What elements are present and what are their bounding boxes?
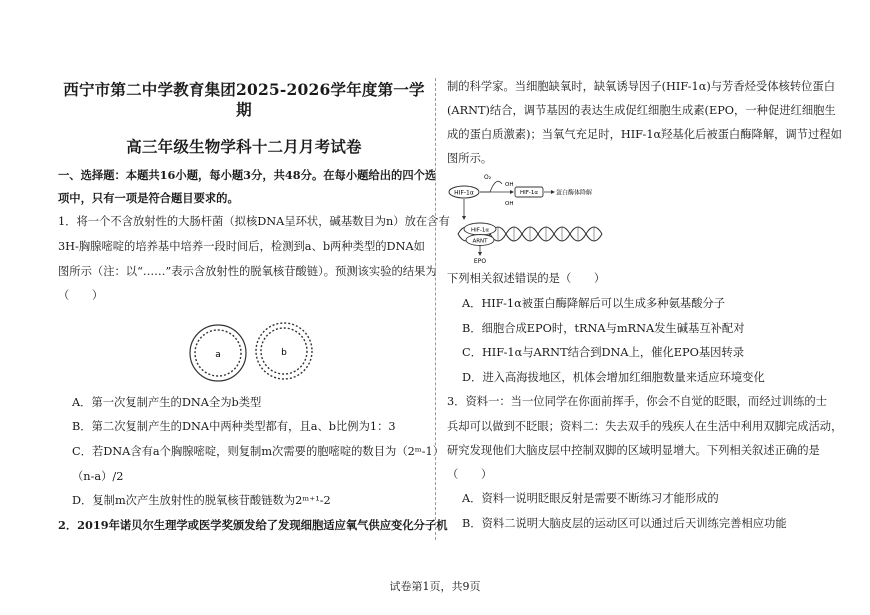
q2-stem-line4: 图所示。 — [447, 152, 493, 165]
hif-top-label: HIF-1α — [454, 189, 474, 197]
dna-type-a — [190, 325, 246, 381]
section1-heading-line2: 项中，只有一项是符合题目要求的。 — [58, 191, 239, 205]
arrowhead-icon — [551, 190, 555, 194]
hif-right-box — [515, 187, 543, 197]
q2-stem-line1-right: 制的科学家。当细胞缺氧时，缺氧诱导因子(HIF-1α)与芳香烃受体核转位蛋白 — [447, 80, 836, 93]
arrowhead-icon — [478, 252, 482, 256]
o2-label: O₂ — [484, 174, 492, 181]
section1-heading-line1: 一、选择题：本题共16小题，每小题3分，共48分。在每小题给出的四个选 — [58, 168, 437, 182]
q2-option-a: A．HIF-1α被蛋白酶降解后可以生成多种氨基酸分子 — [462, 297, 726, 310]
q2-option-b: B．细胞合成EPO时，tRNA与mRNA发生碱基互补配对 — [462, 322, 745, 335]
oh-label-1: OH — [505, 182, 514, 188]
q3-option-a: A．资料一说明眨眼反射是需要不断练习才能形成的 — [462, 492, 719, 505]
page-footer: 试卷第1页，共9页 — [389, 580, 481, 593]
q2-question: 下列相关叙述错误的是（ ） — [447, 272, 606, 285]
hif-top-ellipse — [449, 186, 479, 198]
hif-right-label: HIF-1α — [519, 190, 539, 196]
o2-arrow — [480, 181, 502, 192]
column-divider — [435, 78, 436, 540]
q1-option-c-line1: C．若DNA含有a个胸腺嘧啶，则复制m次需要的胞嘧啶的数目为（2ᵐ-1） — [72, 445, 445, 458]
hif-bottom-label: HIF-1α — [470, 227, 490, 234]
arrowhead-icon — [462, 216, 466, 220]
q2-option-c: C．HIF-1α与ARNT结合到DNA上，催化EPO基因转录 — [462, 346, 745, 359]
q2-stem-line3: 成的蛋白质激素)；当氧气充足时，HIF-1α羟基化后被蛋白酶降解，调节过程如 — [447, 128, 842, 141]
exam-title-line1: 西宁市第二中学教育集团2025-2026学年度第一学期 — [63, 80, 425, 119]
dna-label-a: a — [215, 350, 221, 360]
degrade-label: 蛋白酶体降解 — [556, 189, 593, 197]
q1-option-d: D．复制m次产生放射性的脱氧核苷酸链数为2ᵐ⁺¹-2 — [72, 494, 331, 507]
exam-title-line2: 高三年级生物学科十二月月考试卷 — [126, 137, 362, 156]
q1-option-a: A．第一次复制产生的DNA全为b类型 — [72, 396, 262, 409]
q1-option-b: B．第二次复制产生的DNA中两种类型都有，且a、b比例为1：3 — [72, 420, 396, 433]
q3-stem-line2: 兵却可以做到不眨眼；资料二：失去双手的残疾人在生活中利用双脚完成活动， — [447, 420, 843, 433]
arrowhead-icon — [510, 190, 514, 194]
dna-label-b: b — [281, 348, 287, 358]
q3-stem-line1: 3．资料一：当一位同学在你面前挥手，你会不自觉的眨眼，而经过训练的士 — [447, 395, 827, 408]
q1-stem-line4: （ ） — [58, 289, 104, 302]
q3-stem-line3: 研究发现他们大脑皮层中控制双脚的区域明显增大。下列相关叙述正确的是 — [447, 444, 820, 457]
arnt-label: ARNT — [472, 238, 488, 245]
dna-type-b — [256, 323, 312, 379]
epo-label: EPO — [473, 258, 487, 264]
left-column — [58, 78, 430, 157]
q3-option-b: B．资料二说明大脑皮层的运动区可以通过后天训练完善相应功能 — [462, 517, 787, 530]
q3-stem-line4: （ ） — [447, 468, 493, 481]
q2-option-d: D．进入高海拔地区，机体会增加红细胞数量来适应环境变化 — [462, 371, 765, 384]
hif-arnt-complex — [464, 223, 496, 246]
q2-stem-line2: (ARNT)结合，调节基因的表达生成促红细胞生成素(EPO，一种促进红细胞生 — [447, 104, 836, 117]
q1-option-c-line2: （n-a）/2 — [72, 470, 124, 483]
oh-label-2: OH — [505, 201, 514, 207]
q2-hif-figure — [448, 172, 628, 264]
q1-dna-figure — [188, 318, 318, 390]
q1-stem-line3: 图所示（注：以“……”表示含放射性的脱氧核苷酸链）。预测该实验的结果为 — [58, 265, 437, 278]
q2-stem-line1-left: 2．2019年诺贝尔生理学或医学奖颁发给了发现细胞适应氧气供应变化分子机 — [58, 518, 448, 532]
q1-stem-line2: 3H-胸腺嘧啶的培养基中培养一段时间后，检测到a、b两种类型的DNA如 — [58, 240, 425, 253]
q1-stem-line1: 1．将一个不含放射性的大肠杆菌（拟核DNA呈环状，碱基数目为n）放在含有 — [58, 215, 450, 228]
